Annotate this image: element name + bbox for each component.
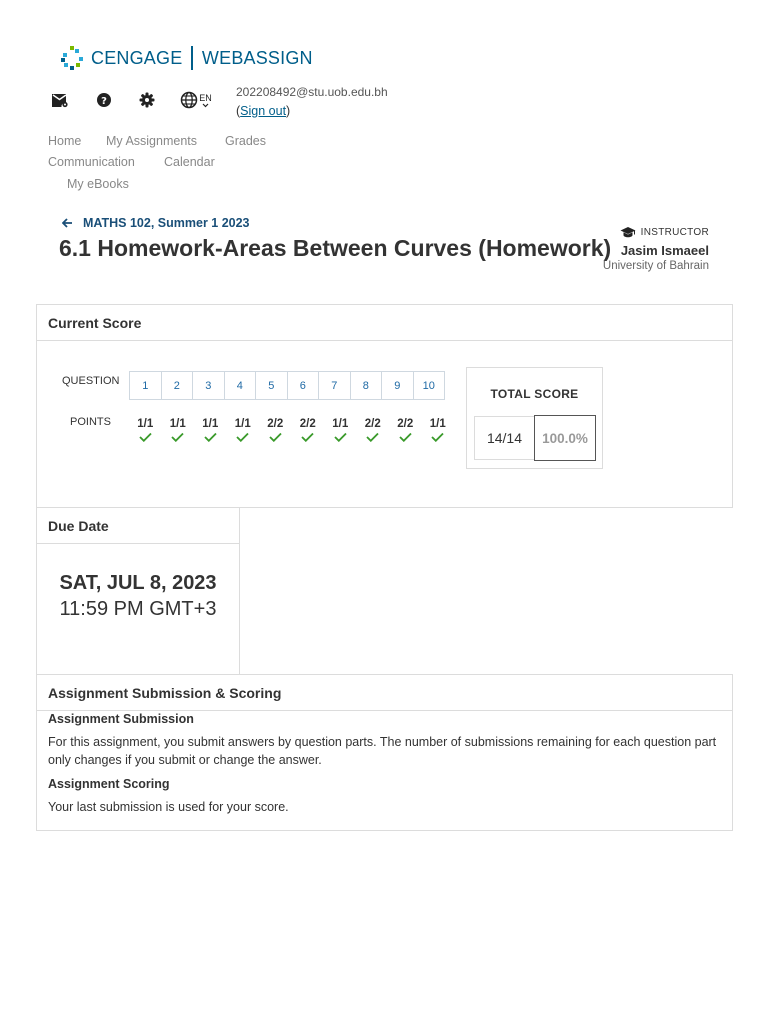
question-link-4[interactable]: 4	[224, 371, 257, 400]
sign-out-paren-open: (	[236, 104, 241, 118]
checkmark-icon	[399, 432, 412, 442]
points-value: 1/1	[202, 418, 219, 430]
submission-scoring-body	[37, 712, 732, 817]
instructor-label-row	[603, 226, 709, 238]
language-code: EN	[199, 92, 212, 103]
settings-gear-icon[interactable]	[136, 89, 158, 111]
breadcrumb-course: MATHS 102, Summer 1 2023	[83, 216, 250, 230]
points-row	[129, 418, 454, 442]
current-score-panel	[36, 304, 733, 508]
globe-icon	[180, 91, 198, 109]
points-cell-2	[162, 418, 195, 442]
checkmark-icon	[334, 432, 347, 442]
checkmark-icon	[236, 432, 249, 442]
total-score-label: TOTAL SCORE	[490, 387, 579, 401]
points-cell-6	[292, 418, 325, 442]
brand-webassign: WEBASSIGN	[201, 47, 313, 68]
submission-subheading: Assignment Submission	[48, 712, 194, 726]
question-link-5[interactable]: 5	[255, 371, 288, 400]
nav-my-assignments[interactable]: My Assignments	[106, 134, 198, 148]
total-score-percent: 100.0%	[534, 415, 596, 461]
current-score-heading: Current Score	[37, 305, 732, 341]
points-cell-3	[194, 418, 227, 442]
language-selector[interactable]	[179, 89, 213, 111]
due-time-value: 11:59 PM GMT+3	[59, 598, 217, 620]
svg-text:?: ?	[101, 96, 107, 107]
points-cell-7	[324, 418, 357, 442]
submission-scoring-heading: Assignment Submission & Scoring	[37, 675, 732, 711]
points-row-label: POINTS	[70, 416, 111, 428]
instructor-university: University of Bahrain	[602, 260, 709, 272]
question-link-7[interactable]: 7	[318, 371, 351, 400]
graduation-cap-icon	[620, 226, 636, 238]
total-score-points: 14/14	[474, 416, 535, 460]
instructor-label: INSTRUCTOR	[640, 226, 709, 238]
points-cell-8	[357, 418, 390, 442]
due-date-heading: Due Date	[37, 508, 239, 544]
cengage-logo-icon	[59, 44, 87, 72]
breadcrumb[interactable]	[62, 215, 250, 231]
question-link-1[interactable]: 1	[129, 371, 162, 400]
points-value: 1/1	[332, 418, 349, 430]
question-link-6[interactable]: 6	[287, 371, 320, 400]
question-link-9[interactable]: 9	[381, 371, 414, 400]
checkmark-icon	[204, 432, 217, 442]
points-value: 1/1	[429, 418, 446, 430]
sign-out-link[interactable]: Sign out	[240, 104, 287, 118]
points-cell-9	[389, 418, 422, 442]
checkmark-icon	[139, 432, 152, 442]
help-icon[interactable]	[93, 89, 115, 111]
points-value: 2/2	[397, 418, 414, 430]
user-toolbar	[49, 88, 213, 112]
mail-settings-icon[interactable]	[49, 89, 71, 111]
due-date-value: SAT, JUL 8, 2023	[59, 572, 217, 594]
brand-divider	[191, 46, 193, 70]
scoring-subheading: Assignment Scoring	[48, 777, 170, 791]
points-value: 2/2	[299, 418, 316, 430]
chevron-down-icon	[202, 103, 209, 108]
points-value: 2/2	[364, 418, 381, 430]
nav-grades[interactable]: Grades	[225, 134, 266, 148]
points-cell-10	[422, 418, 455, 442]
points-value: 2/2	[267, 418, 284, 430]
sign-out-line	[236, 104, 290, 118]
question-link-3[interactable]: 3	[192, 371, 225, 400]
question-link-2[interactable]: 2	[161, 371, 194, 400]
nav-home[interactable]: Home	[48, 134, 82, 148]
checkmark-icon	[269, 432, 282, 442]
checkmark-icon	[171, 432, 184, 442]
cengage-webassign-logo[interactable]	[59, 44, 313, 72]
points-value: 1/1	[169, 418, 186, 430]
due-date-panel	[36, 507, 240, 675]
points-value: 1/1	[137, 418, 154, 430]
submission-text: For this assignment, you submit answers by question parts. The number of submissions remaining for each question part only changes if you submit or change the answer.	[48, 735, 717, 767]
question-link-10[interactable]: 10	[413, 371, 446, 400]
points-value: 1/1	[234, 418, 251, 430]
scoring-text: Your last submission is used for your score.	[48, 800, 289, 814]
arrow-left-icon	[62, 215, 73, 231]
sign-out-paren-close: )	[286, 104, 291, 118]
question-links	[129, 371, 444, 400]
nav-calendar[interactable]: Calendar	[164, 155, 215, 169]
checkmark-icon	[431, 432, 444, 442]
instructor-info	[603, 226, 709, 272]
user-email: 202208492@stu.uob.edu.bh	[236, 85, 388, 99]
points-cell-4	[227, 418, 260, 442]
instructor-name: Jasim Ismaeel	[620, 243, 709, 258]
points-cell-1	[129, 418, 162, 442]
total-score-box	[466, 367, 603, 469]
checkmark-icon	[366, 432, 379, 442]
nav-communication[interactable]: Communication	[48, 155, 135, 169]
points-cell-5	[259, 418, 292, 442]
checkmark-icon	[301, 432, 314, 442]
question-row-label: QUESTION	[62, 375, 120, 387]
brand-cengage: CENGAGE	[91, 47, 183, 68]
submission-scoring-panel	[36, 674, 733, 831]
page-title: 6.1 Homework-Areas Between Curves (Homework)	[59, 235, 612, 261]
nav-my-ebooks[interactable]: My eBooks	[67, 177, 129, 191]
question-link-8[interactable]: 8	[350, 371, 383, 400]
